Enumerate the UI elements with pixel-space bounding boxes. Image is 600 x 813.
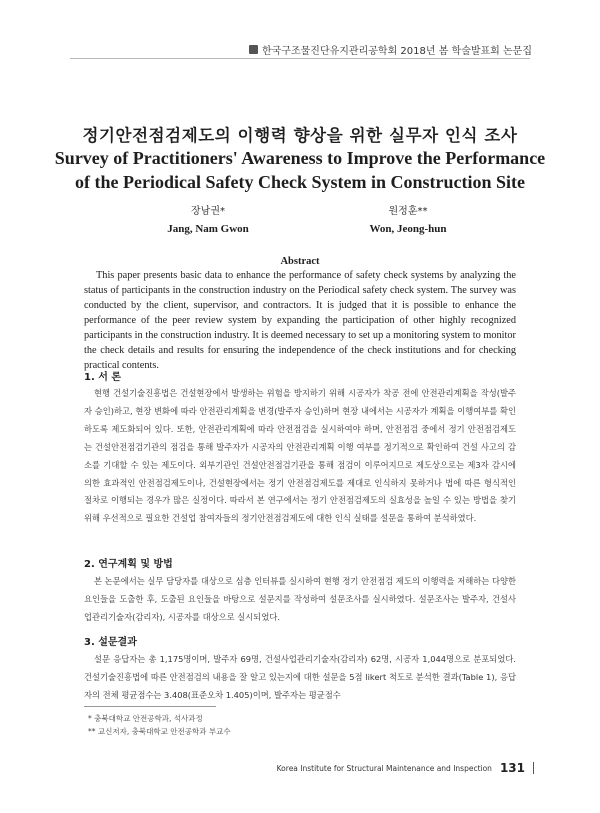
section-1-body: 현행 건설기술진흥법은 건설현장에서 발생하는 위험을 방지하기 위해 시공자가 착공 전에 안전관리계획을 작성(발주자 승인)하고, 현장 변화에 따라 안전관리계획을 변경(발주자 승인)하며 현장 내에서는 시공자가 계획을 이행여부를 확인하도록 제도화되어 있다. 또한, 안전관리계획에 따라 안전점검을 실시하여야 하며, 안전점검 중에서 정기 안전점검제도는 건설안전점검기관의 점검을 통해 발주자가 시공자의 안전관리계획 이행 여부를 정기적으로 확인하여 건설 사고의 감소를 기대할 수 있는 제도이다. 외부기관인 건설안전점검기관을 통해 점검이 이루어지므로 제도상으로는 제3자 감시에 의한 효과적인 안전점검제도이나, 건설현장에서는 정기 안전점검제도를 제대로 인식하지 못하거나 법에 따른 형식적인 절차로 이행되는 경우가 많은 실정이다. 따라서 본 연구에서는 정기 안전점검제도의 실효성을 높일 수 있는 방법을 찾기 위해 우선적으로 필요한 건설업 참여자들의 정기안전점검제도에 대한 인식 실태를 설문을 통하여 분석하였다.	[84, 388, 516, 524]
section-1-heading: 1. 서 론	[84, 372, 122, 383]
header-divider	[70, 58, 530, 59]
author-2	[308, 202, 508, 235]
footnote-divider	[84, 706, 216, 707]
footnote-2: ** 교신저자, 충북대학교 안전공학과 부교수	[88, 727, 231, 736]
title-english-line-1: Survey of Practitioners' Awareness to Improve the Performance	[54, 148, 546, 168]
page-number: 131	[499, 761, 525, 775]
section-3-heading: 3. 설문결과	[84, 637, 137, 648]
footer-divider	[533, 762, 534, 774]
footer-organization: Korea Institute for Structural Maintenance and Inspection	[276, 763, 492, 773]
author-1-name-english: Jang, Nam Gwon	[167, 223, 249, 235]
section-2-body: 본 논문에서는 실무 담당자를 대상으로 심층 인터뷰를 실시하여 현행 정기 안전점검 제도의 이행력을 저해하는 다양한 요인들을 도출한 후, 도출된 요인들을 바탕으로 설문지를 작성하여 설문조사를 실시하였다. 설문조사는 발주자, 건설사업관리기술자(감리자), 시공자를 대상으로 실시되었다.	[84, 576, 516, 622]
page-footer	[277, 761, 534, 775]
author-2-name-english: Won, Jeong-hun	[369, 223, 447, 235]
running-header	[249, 42, 532, 57]
title-english-line-2: of the Periodical Safety Check System in Construction Site	[75, 172, 525, 192]
section-2-heading: 2. 연구계획 및 방법	[84, 559, 173, 570]
abstract-heading: Abstract	[280, 256, 320, 267]
section-3-body: 설문 응답자는 총 1,175명이며, 발주자 69명, 건설사업관리기술자(감리자) 62명, 시공자 1,044명으로 분포되었다. 건설기술진흥법에 따른 안전점검의 내용을 잘 알고 있는지에 대한 설문을 5점 likert 척도로 분석한 결과(Table 1), 응답자의 전체 평균점수는 3.408(표준오차 1.405)이며, 발주자는 평균점수	[84, 654, 516, 700]
title-korean: 정기안전점검제도의 이행력 향상을 위한 실무자 인식 조사	[82, 126, 518, 145]
abstract-text: This paper presents basic data to enhance the performance of safety check systems by analyzing the status of participants in the construction industry on the Periodical safety check system. The survey was conducted by the client, supervisor, and contractors. It is judged that it is possible to enhance the performance of the peer review system by expanding the participation of other highly recognized participants in the construction industry. It is deemed necessary to set up a monitoring system to monitor the check details and results for ensuring the independence of the check institutions and for checking practical contents.	[84, 270, 516, 371]
running-header-text: 한국구조물진단유지관리공학회 2018년 봄 학술발표회 논문집	[261, 46, 532, 57]
title-english	[0, 146, 600, 194]
author-1	[108, 202, 308, 235]
author-2-name-korean: 원정훈**	[388, 206, 428, 217]
footnote-1: * 충북대학교 안전공학과, 석사과정	[88, 714, 203, 723]
square-bullet-icon	[249, 45, 258, 54]
author-1-name-korean: 장남권*	[191, 206, 225, 217]
